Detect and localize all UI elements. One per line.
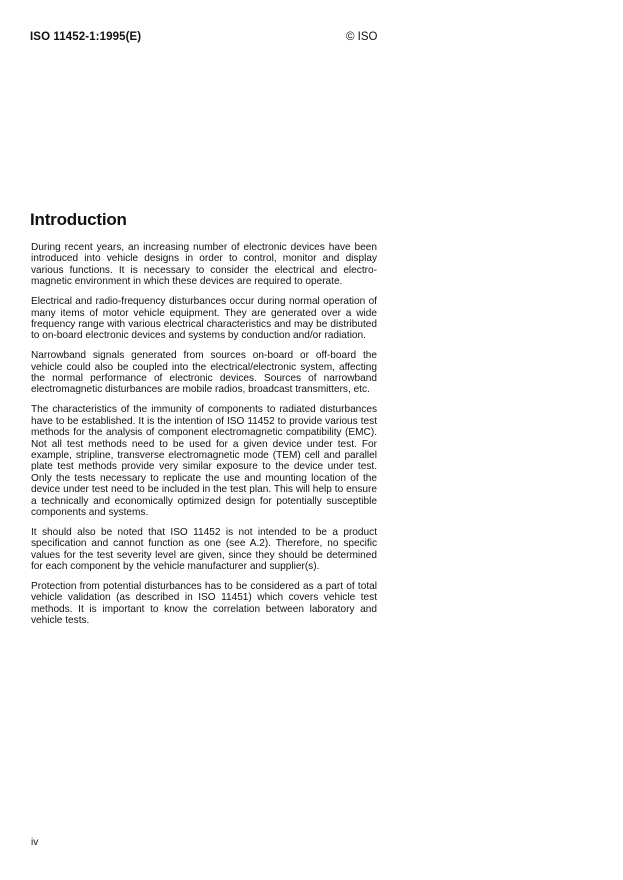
page-number: iv [31, 837, 39, 848]
paragraph-6: Protection from potential disturbances has to be considered as a part of total vehicle validation (as described in ISO 11451) which covers vehicle test methods. It is important to know the correlation between laboratory and vehicle tests. [31, 581, 377, 627]
standard-number: ISO 11452-1:1995(E) [30, 31, 142, 43]
copyright-notice: © ISO [346, 31, 378, 43]
paragraph-2: Electrical and radio-frequency disturbances occur during normal operation of many items of motor vehicle equipment. They are generated over a wide frequency range with various electrical characteristics and may be distributed to on-board electronic devices and systems by conduction and/or radiation. [31, 296, 377, 342]
introduction-body [31, 242, 377, 635]
paragraph-5: It should also be noted that ISO 11452 is not intended to be a product specification and cannot function as one (see A.2). Therefore, no specific values for the test severity level are given, since they should be determined for each component by the vehicle manufacturer and supplier(s). [31, 526, 377, 573]
paragraph-3: Narrowband signals generated from sources on-board or off-board the vehicle could also be coupled into the electrical/electronic system, affecting the normal performance of electronic devices. Sources of narrowband electromagnetic disturbances are mobile radios, broadcast transmitters, etc. [31, 350, 377, 396]
paragraph-1: During recent years, an increasing number of electronic devices have been introduced into vehicle designs in order to control, monitor and display various functions. It is necessary to consider the electrical and electromagnetic environment in which these devices are required to operate. [31, 242, 377, 288]
paragraph-4: The characteristics of the immunity of components to radiated disturbances have to be established. It is the intention of ISO 11452 to provide various test methods for the analysis of component electromagnetic compatibility (EMC). Not all test methods need to be used for a given device under test. For example, stripline, transverse electromagnetic mode (TEM) cell and parallel plate test methods provide very similar exposure to the device under test. Only the tests necessary to replicate the use and mounting location of the device under test need to be included in the test plan. This will help to ensure a technically and economically optimized design for potentially susceptible components and systems. [31, 404, 377, 519]
section-title: Introduction [30, 210, 127, 229]
